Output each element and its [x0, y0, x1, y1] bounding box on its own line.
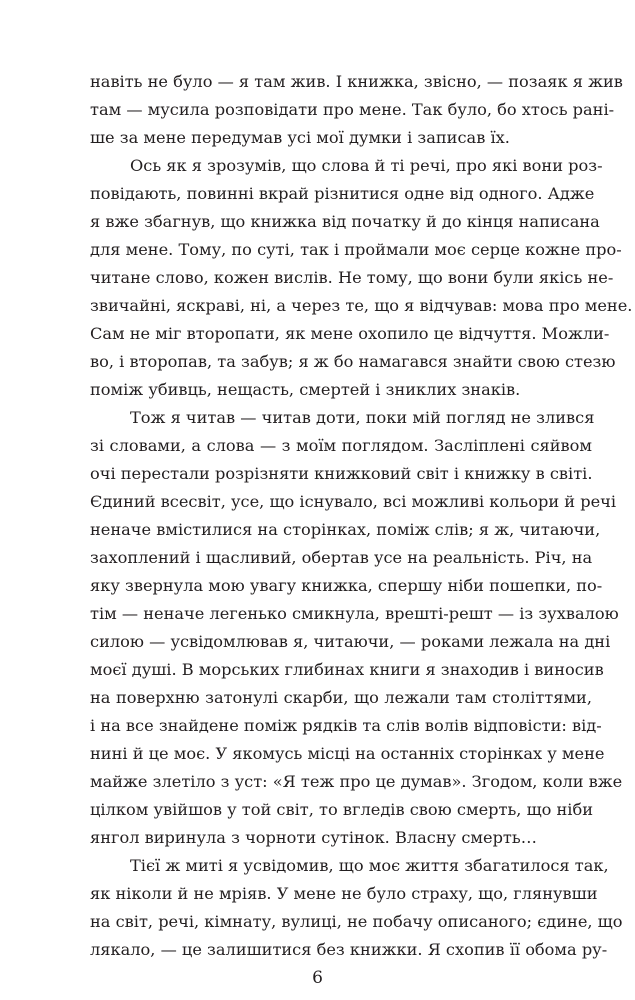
text-line: неначе вмістилися на сторінках, поміж слів; я ж, читаючи, — [90, 520, 601, 539]
text-line: Єдиний всесвіт, усе, що існувало, всі можливі кольори й речі — [90, 492, 617, 511]
text-line: Сам не міг второпати, як мене охопило це відчуття. Можли- — [90, 324, 610, 343]
text-line: зі словами, а слова — з моїм поглядом. Засліплені сяйвом — [90, 436, 592, 455]
text-line: навіть не було — я там жив. І книжка, звісно, — позаяк я жив — [90, 72, 623, 91]
text-line: як ніколи й не мріяв. У мене не було страху, що, глянувши — [90, 884, 598, 903]
text-line: Тієї ж миті я усвідомив, що моє життя збагатилося так, — [130, 856, 609, 875]
text-line: там — мусила розповідати про мене. Так було, бо хтось рані- — [90, 100, 615, 119]
text-line: поміж убивць, нещасть, смертей і зниклих знаків. — [90, 380, 521, 399]
text-line: силою — усвідомлював я, читаючи, — роками лежала на дні — [90, 632, 611, 651]
text-line: захоплений і щасливий, обертав усе на реальність. Річ, на — [90, 548, 593, 567]
text-line: на поверхню затонулі скарби, що лежали там століттями, — [90, 688, 592, 707]
text-line: майже злетіло з уст: «Я теж про це думав». Згодом, коли вже — [90, 772, 623, 791]
text-line: цілком увійшов у той світ, то вгледів свою смерть, що ніби — [90, 800, 594, 819]
text-line: читане слово, кожен вислів. Не тому, що вони були якісь не- — [90, 268, 614, 287]
text-line: я вже збагнув, що книжка від початку й до кінця написана — [90, 212, 600, 231]
text-line: Ось як я зрозумів, що слова й ті речі, про які вони роз- — [130, 156, 603, 175]
text-line: нині й це моє. У якомусь місці на останніх сторінках у мене — [90, 744, 605, 763]
text-line: і на все знайдене поміж рядків та слів волів відповісти: від- — [90, 716, 602, 735]
page-number: 6 — [312, 968, 323, 988]
text-line: во, і второпав, та забув; я ж бо намагався знайти свою стезю — [90, 352, 616, 371]
text-line: ше за мене передумав усі мої думки і записав їх. — [90, 128, 510, 147]
text-line: тім — неначе легенько смикнула, врешті-решт — із зухвалою — [90, 604, 619, 623]
text-line: очі перестали розрізняти книжковий світ і книжку в світі. — [90, 464, 593, 483]
text-line: лякало, — це залишитися без книжки. Я схопив її обома ру- — [90, 940, 608, 959]
text-line: моєї душі. В морських глибинах книги я знаходив і виносив — [90, 660, 604, 679]
text-line: для мене. Тому, по суті, так і проймали моє серце кожне про- — [90, 240, 622, 259]
text-line: Тож я читав — читав доти, поки мій погляд не злився — [130, 408, 595, 427]
text-line: на світ, речі, кімнату, вулиці, не побачу описаного; єдине, що — [90, 912, 623, 931]
text-line: звичайні, яскраві, ні, а через те, що я відчував: мова про мене. — [90, 296, 633, 315]
text-line: янгол виринула з чорноти сутінок. Власну смерть… — [90, 828, 537, 847]
text-line: яку звернула мою увагу книжка, спершу ніби пошепки, по- — [90, 576, 603, 595]
text-line: повідають, повинні вкрай різнитися одне від одного. Адже — [90, 184, 595, 203]
